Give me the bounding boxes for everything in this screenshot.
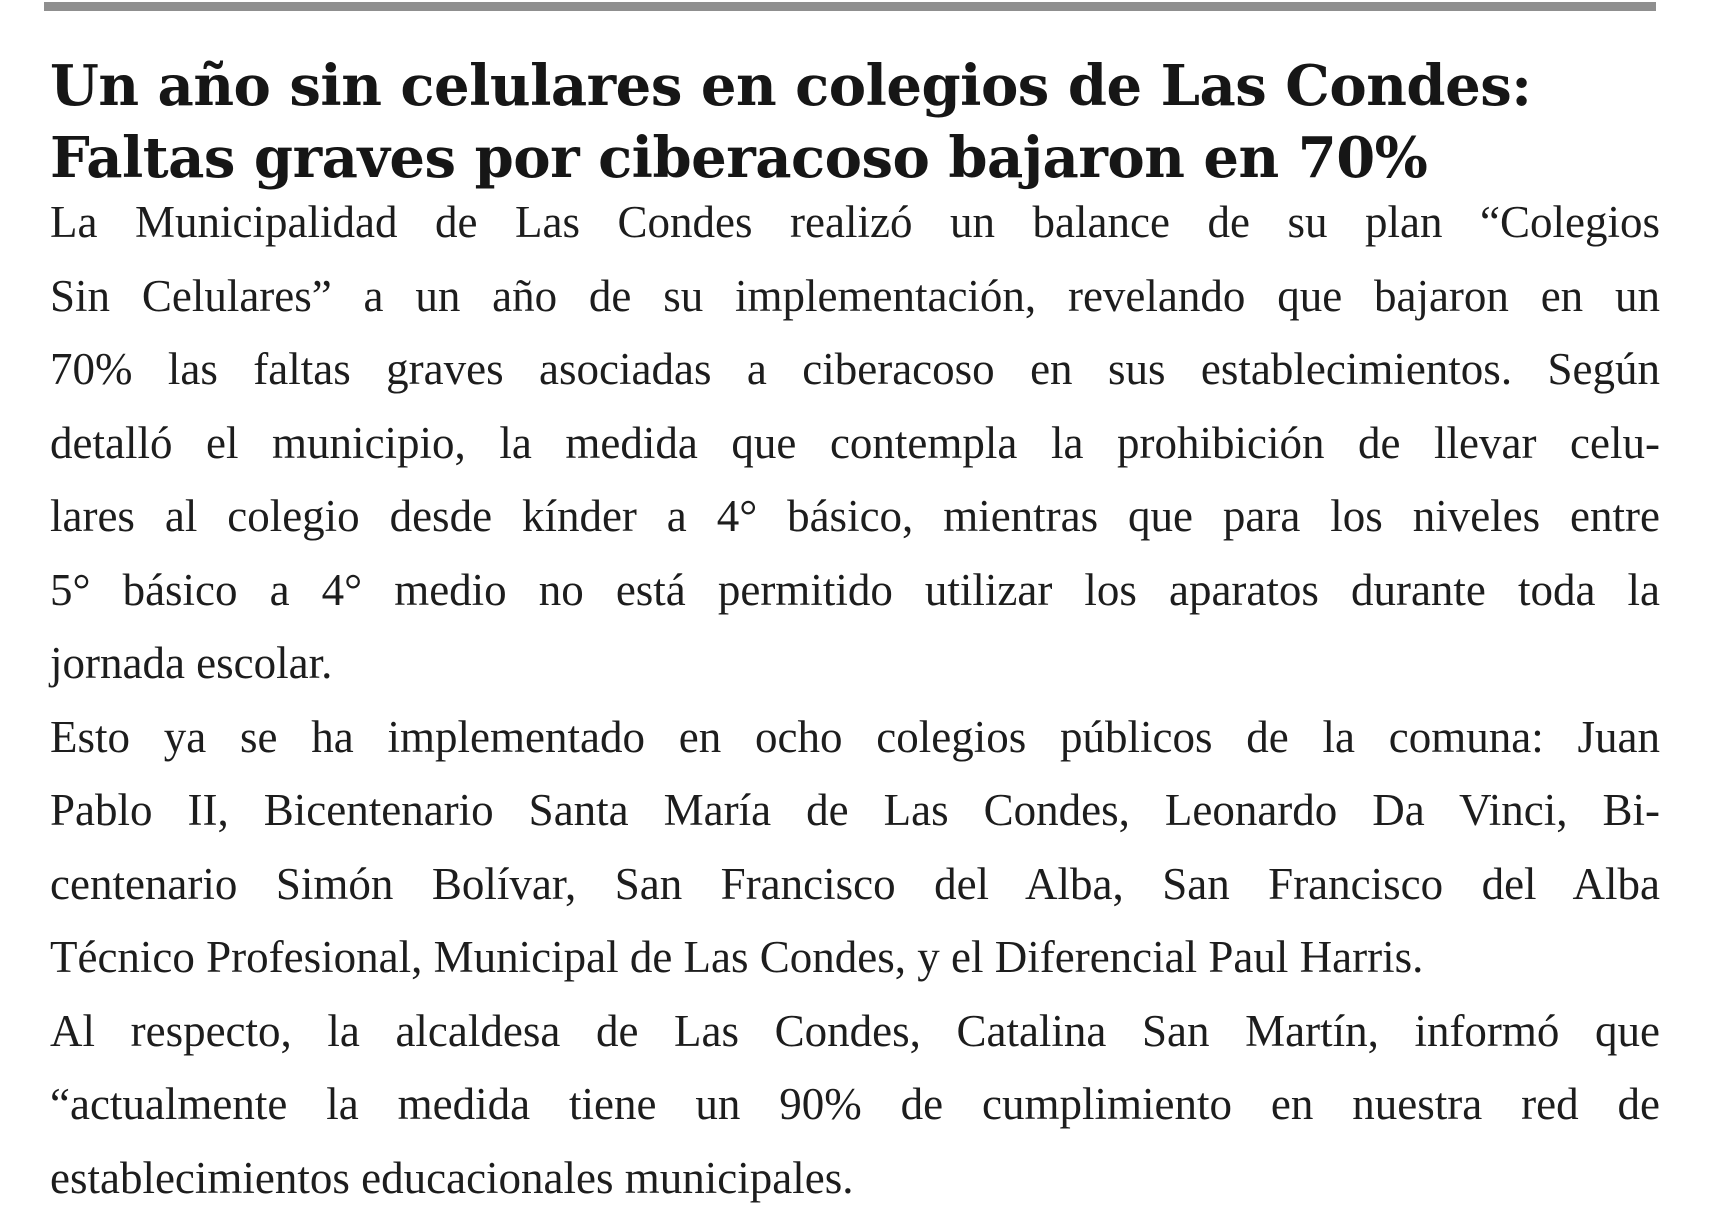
paragraph-3 <box>50 995 1660 1216</box>
paragraph-2 <box>50 701 1660 995</box>
top-divider-rule <box>44 2 1656 11</box>
article-body <box>50 186 1660 1215</box>
article-headline <box>50 50 1660 194</box>
headline-line-1: Un año sin celulares en colegios de Las Condes: <box>50 53 1532 119</box>
body-line: detalló el municipio, la medida que contempla la prohibición de llevar celu- <box>50 417 1660 468</box>
body-line: Técnico Profesional, Municipal de Las Condes, y el Diferencial Paul Harris. <box>50 932 1424 982</box>
body-line: jornada escolar. <box>50 638 333 688</box>
body-line: Esto ya se ha implementado en ocho colegios públicos de la comuna: Juan <box>50 711 1660 762</box>
body-line: 70% las faltas graves asociadas a ciberacoso en sus establecimientos. Según <box>50 344 1660 394</box>
headline-line-2: Faltas graves por ciberacoso bajaron en 70% <box>50 125 1428 191</box>
body-line: La Municipalidad de Las Condes realizó un balance de su plan “Colegios <box>50 197 1660 247</box>
body-line: establecimientos educacionales municipales. <box>50 1152 854 1203</box>
body-line: lares al colegio desde kínder a 4° básico, mientras que para los niveles entre <box>50 491 1660 541</box>
body-line: Pablo II, Bicentenario Santa María de Las Condes, Leonardo Da Vinci, Bi- <box>50 785 1660 835</box>
paragraph-1 <box>50 186 1660 701</box>
body-line: Sin Celulares” a un año de su implementación, revelando que bajaron en un <box>50 270 1660 321</box>
body-line: centenario Simón Bolívar, San Francisco del Alba, San Francisco del Alba <box>50 858 1660 909</box>
body-line: “actualmente la medida tiene un 90% de cumplimiento en nuestra red de <box>50 1079 1660 1129</box>
body-line: 5° básico a 4° medio no está permitido utilizar los aparatos durante toda la <box>50 564 1660 615</box>
body-line: Al respecto, la alcaldesa de Las Condes, Catalina San Martín, informó que <box>50 1005 1660 1056</box>
news-article <box>50 50 1660 1215</box>
